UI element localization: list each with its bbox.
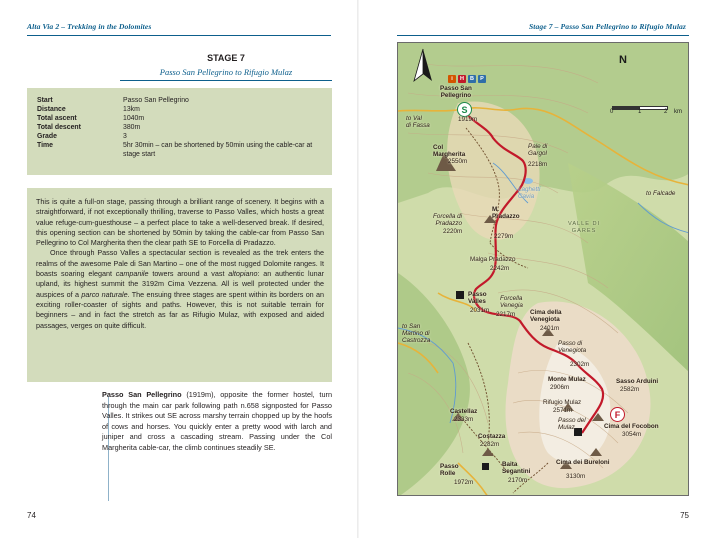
label-rifugio-mulaz: Rifugio Mulaz bbox=[543, 399, 582, 406]
label-alt-2550: 2550m bbox=[448, 158, 468, 165]
label-laghetti-cavia: Laghetti Cavia bbox=[518, 186, 541, 200]
scale-label-one: 1 bbox=[638, 109, 642, 115]
label-alt-3130: 3130m bbox=[566, 473, 586, 480]
label-to-san-martino: to San Martino di Castrozza bbox=[402, 323, 431, 344]
label-passo-del-mulaz: Passo del Mulaz bbox=[558, 417, 586, 431]
left-page-number: 74 bbox=[27, 511, 36, 520]
finish-marker: F bbox=[610, 407, 625, 422]
info-value: 380m bbox=[123, 124, 141, 131]
label-alt-1972: 1972m bbox=[454, 479, 474, 486]
label-m-pradazzo: M. Pradazzo bbox=[492, 206, 520, 220]
label-alt-2401: 2401m bbox=[540, 325, 560, 332]
intro-text-run: : an authentic lunar upland, its highest summit the 3192m Cima Vezzena. All is well protected under the auspices of a bbox=[36, 269, 325, 299]
intro-paragraph-1: This is quite a full-on stage, passing through a brilliant range of scenery. It begins with a straightforward, if not exceptionally thrilling, traverse to Passo Valles, which hosts a great value refuge-cum-guesthouse – a perfect place to take a well-deserved break. If desired, this opening section can be shortened by 50min by taking the cable-car from Passo San Pellegrino to Col Margherita then the clear path SE to Forcella di Pradazzo. bbox=[36, 197, 324, 248]
intro-text-run: . The ensuing three stages are spent within its borders on an exciting roller-coaster of sights and paths. However, this is not suitable terrain for beginners – and in fact the stretch as far as Rifugio Mulaz, with exposed and aided passages, verges on quite difficult. bbox=[36, 289, 324, 330]
label-malga-pradazzo: Malga Pradazzo bbox=[470, 256, 516, 263]
right-page-number: 75 bbox=[680, 511, 689, 520]
label-passo-san-pellegrino: Passo San Pellegrino bbox=[440, 85, 472, 99]
info-label: Distance bbox=[37, 106, 66, 113]
hut-passo-valles bbox=[456, 291, 464, 299]
info-label: Time bbox=[37, 142, 53, 149]
route-map bbox=[397, 42, 689, 496]
label-pale-di-gargol: Pale di Gargol bbox=[528, 143, 548, 157]
label-forcella-venegia: Forcella Venegia bbox=[500, 295, 523, 309]
stage-title: STAGE 7 bbox=[207, 53, 245, 63]
label-alt-2906: 2906m bbox=[550, 384, 570, 391]
stage-subtitle: Passo San Pellegrino to Rifugio Mulaz bbox=[159, 67, 293, 77]
intro-italic-term: altopiano bbox=[228, 269, 258, 279]
label-alt-2031: 2031m bbox=[470, 307, 490, 314]
body-text-run: (1919m), opposite the former hostel, turn through the main car park following path n.658 signposted for Passo Valles. It strikes out SE across marshy terrain chopped up by the hoofs of cows and horses. You quickly enter a pretty wood with larch and juniper and cross a cascading stream. Passing under the Col Margherita cable-car, the climb continues steadily SE. bbox=[102, 390, 333, 452]
gutter-shadow bbox=[357, 0, 359, 538]
amenity-icon: i bbox=[448, 75, 456, 83]
label-to-val-di-fassa: to Val di Fassa bbox=[406, 115, 430, 129]
intro-text-run: Once through Passo Valles a spectacular section is revealed as the trek enters the realms of the awesome Pale di San Martino – one of the most rugged Dolomite ranges. It boasts soaring elegant bbox=[36, 248, 324, 279]
label-castellaz: Castellaz bbox=[450, 408, 478, 415]
left-running-header: Alta Via 2 – Trekking in the Dolomites bbox=[27, 22, 152, 31]
info-label: Start bbox=[37, 97, 53, 104]
label-alt-2242: 2242m bbox=[490, 265, 510, 272]
amenity-icon: P bbox=[478, 75, 486, 83]
label-costazza: Costazza bbox=[478, 433, 506, 440]
intro-italic-term: campanile bbox=[115, 269, 149, 279]
amenity-icon: H bbox=[458, 75, 466, 83]
right-header-rule bbox=[397, 35, 689, 36]
start-marker: S bbox=[457, 102, 472, 117]
label-cima-della-venegiota: Cima della Venegiota bbox=[530, 309, 562, 323]
label-alt-2220: 2220m bbox=[443, 228, 463, 235]
info-label: Total descent bbox=[37, 124, 81, 131]
label-forcella-di-pradazzo: Forcella di Pradazzo bbox=[433, 213, 463, 227]
label-alt-2170: 2170m bbox=[508, 477, 528, 484]
label-passo-rolle: Passo Rolle bbox=[440, 463, 459, 477]
label-monte-mulaz: Monte Mulaz bbox=[548, 376, 586, 383]
label-alt-2218: 2218m bbox=[528, 161, 548, 168]
hut-baita-segantini bbox=[482, 463, 489, 470]
intro-text bbox=[36, 197, 324, 331]
label-to-falcade: to Falcade bbox=[646, 190, 676, 197]
info-value: 13km bbox=[123, 106, 140, 113]
body-text bbox=[102, 390, 332, 453]
right-running-header: Stage 7 – Passo San Pellegrino to Rifugio Mulaz bbox=[528, 22, 686, 31]
label-passo-valles: Passo Valles bbox=[468, 291, 487, 305]
label-alt-2279: 2279m bbox=[494, 233, 514, 240]
info-value: 1040m bbox=[123, 115, 145, 122]
amenity-icon: B bbox=[468, 75, 476, 83]
label-alt-2282: 2282m bbox=[480, 441, 500, 448]
scale-label-two: 2 bbox=[664, 109, 668, 115]
intro-paragraph-2 bbox=[36, 248, 324, 330]
label-col-margherita: Col Margherita bbox=[433, 144, 466, 158]
label-passo-di-venegiota: Passo di Venegiota bbox=[558, 340, 587, 354]
info-label: Total ascent bbox=[37, 115, 77, 122]
label-alt-2217: 2217m bbox=[496, 311, 516, 318]
label-alt-2571: 2571m bbox=[553, 407, 573, 414]
label-alt-2333: 2333m bbox=[454, 416, 474, 423]
body-place-name: Passo San Pellegrino bbox=[102, 390, 182, 399]
label-alt-2582: 2582m bbox=[620, 386, 640, 393]
scale-label-unit: km bbox=[674, 109, 682, 115]
label-sasso-arduini: Sasso Arduini bbox=[616, 378, 659, 385]
info-value: 3 bbox=[123, 133, 127, 140]
label-alt-3054: 3054m bbox=[622, 431, 642, 438]
info-label: Grade bbox=[37, 133, 57, 140]
compass-north-label: N bbox=[619, 54, 627, 66]
intro-text-run: towers around a vast bbox=[148, 269, 229, 279]
left-header-rule bbox=[27, 35, 331, 36]
label-alt-2302: 2302m bbox=[570, 361, 590, 368]
info-value: Passo San Pellegrino bbox=[123, 97, 189, 104]
label-alt-1919: 1919m bbox=[458, 116, 478, 123]
label-cima-dei-bureloni: Cima dei Bureloni bbox=[556, 459, 610, 466]
label-cima-del-focobon: Cima del Focobon bbox=[604, 423, 659, 430]
info-value: 5hr 30min – can be shortened by 50min using the cable-car at stage start bbox=[123, 142, 313, 158]
scale-label-zero: 0 bbox=[610, 109, 614, 115]
stage-info-box bbox=[27, 88, 332, 175]
label-valle-di-gares: VALLE DI GARES bbox=[568, 221, 601, 234]
title-rule bbox=[120, 80, 332, 81]
intro-italic-term: parco naturale bbox=[81, 289, 128, 299]
intro-box bbox=[27, 188, 332, 382]
label-baita-segantini: Baita Segantini bbox=[502, 461, 531, 475]
